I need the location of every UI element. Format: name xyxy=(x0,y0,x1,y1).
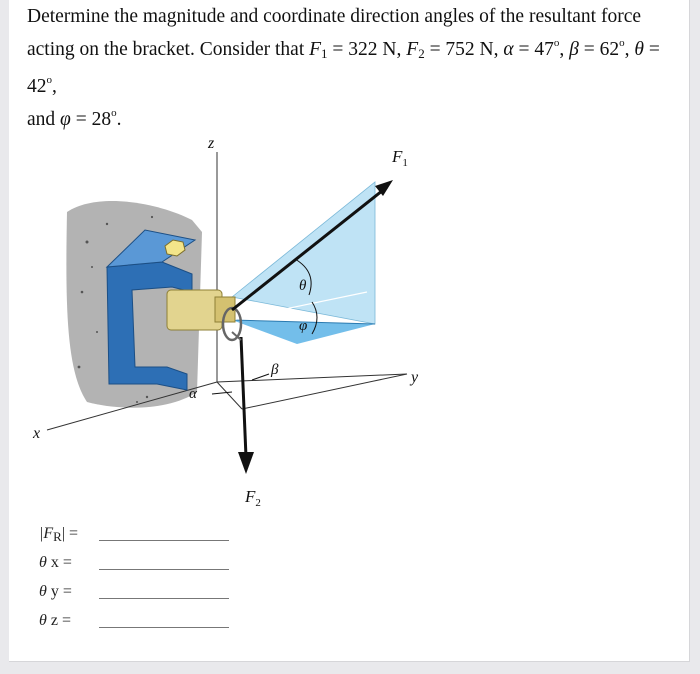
answer-fields xyxy=(39,525,239,641)
answer-row-theta-x xyxy=(39,554,239,583)
y-axis-label: y xyxy=(411,369,419,386)
phi-value: = 28 xyxy=(70,109,112,130)
f2-arrow-shaft xyxy=(241,337,246,457)
phi-degree: o xyxy=(111,107,117,119)
f1-label xyxy=(391,147,408,169)
theta-x-symbol: θ xyxy=(39,554,47,571)
alpha-arc xyxy=(212,392,232,394)
f1-value: = 322 N, xyxy=(327,39,407,60)
x-axis-label: x xyxy=(33,425,41,442)
theta-y-symbol: θ xyxy=(39,583,47,600)
f2-subscript: 2 xyxy=(418,46,425,61)
magnitude-answer-blank[interactable] xyxy=(99,540,229,541)
f1-subscript: 1 xyxy=(321,46,328,61)
theta-symbol: θ xyxy=(634,39,644,60)
theta-y-suffix: y = xyxy=(46,583,72,600)
alpha-figure-label: α xyxy=(189,386,197,402)
theta-x-label xyxy=(39,554,72,572)
f2-value: = 752 N, xyxy=(424,39,504,60)
f2-label-sub: 2 xyxy=(255,497,261,509)
sep-3: , xyxy=(52,76,57,97)
theta-y-answer-blank[interactable] xyxy=(99,598,229,599)
z-axis-label: z xyxy=(208,135,215,152)
end-period: . xyxy=(116,109,122,130)
theta-figure-label: θ xyxy=(299,278,307,294)
beta-symbol: β xyxy=(569,39,579,60)
floor-line xyxy=(242,374,407,409)
problem-intro: Determine the magnitude and coordinate direction angles of the resultant force acting on the bracket. Consider that xyxy=(27,6,642,60)
phi-symbol: φ xyxy=(60,109,71,130)
f2-symbol: F xyxy=(406,39,419,60)
and-text: and xyxy=(27,109,61,130)
alpha-value: = 47 xyxy=(513,39,554,60)
beta-figure-label: β xyxy=(271,362,279,378)
answer-row-theta-y xyxy=(39,583,239,612)
theta-z-symbol: θ xyxy=(39,612,47,629)
bracket-force-diagram xyxy=(27,112,457,512)
theta-x-suffix: x = xyxy=(46,554,72,571)
alpha-symbol: α xyxy=(503,39,514,60)
f2-label xyxy=(244,487,261,509)
answer-row-magnitude xyxy=(39,525,239,554)
magnitude-sub: R xyxy=(53,529,62,544)
floor-line-2 xyxy=(217,382,242,409)
magnitude-label xyxy=(39,525,78,545)
f2-label-symbol: F xyxy=(245,487,256,506)
magnitude-suffix: | = xyxy=(61,525,79,542)
f1-label-symbol: F xyxy=(392,147,403,166)
beta-degree: o xyxy=(619,37,625,49)
phi-figure-label: φ xyxy=(299,318,308,334)
theta-y-label xyxy=(39,583,72,601)
theta-degree: o xyxy=(46,74,52,86)
alpha-degree: o xyxy=(553,37,560,49)
f1-symbol: F xyxy=(309,39,322,60)
theta-z-answer-blank[interactable] xyxy=(99,627,229,628)
f2-arrowhead xyxy=(238,452,254,474)
f1-label-sub: 1 xyxy=(402,157,408,169)
sep-2: , xyxy=(624,39,635,60)
beta-value: = 62 xyxy=(578,39,620,60)
sep-1: , xyxy=(559,39,570,60)
y-axis xyxy=(217,374,407,382)
beta-arc xyxy=(252,374,269,380)
theta-z-suffix: z = xyxy=(46,612,71,629)
fitting xyxy=(167,290,222,330)
magnitude-symbol: |F xyxy=(39,525,54,542)
theta-value: = 42 xyxy=(27,39,660,97)
theta-x-answer-blank[interactable] xyxy=(99,569,229,570)
answer-row-theta-z xyxy=(39,612,239,641)
question-card xyxy=(9,0,690,662)
theta-z-label xyxy=(39,612,71,630)
